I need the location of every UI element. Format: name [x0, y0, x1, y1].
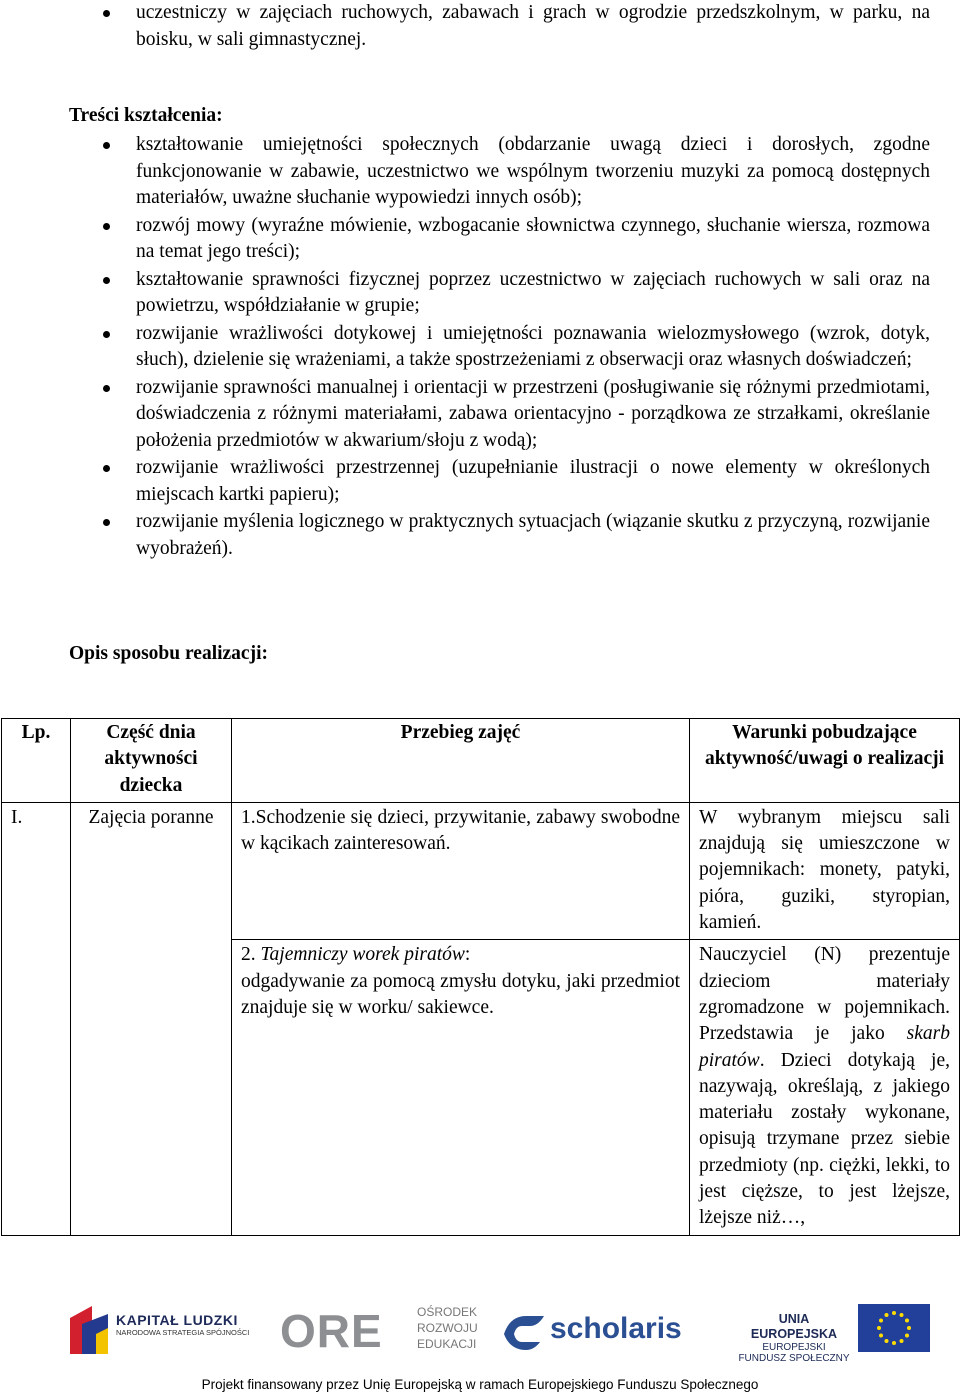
ore-line: ROZWOJU [417, 1321, 478, 1335]
list-item: rozwijanie myślenia logicznego w praktycznych sytuacjach (wiązanie skutku z przyczyną, rozwijanie wyobrażeń). [0, 509, 960, 562]
ue-logo-text [736, 1312, 852, 1364]
header-przebieg: Przebieg zajęć [232, 719, 690, 803]
tresci-list [0, 132, 960, 563]
warunki-text-a: Nauczyciel (N) prezentuje dzieciom materiały zgromadzone w pojemnikach. Przedstawia je jako [699, 944, 950, 1045]
kapital-ludzki-title: KAPITAŁ LUDZKI [116, 1312, 238, 1328]
step-number: 2. [241, 944, 261, 966]
cell-czesc-dnia: Zajęcia poranne [71, 802, 232, 1235]
table-row [2, 802, 960, 939]
ue-line: EUROPEJSKI [762, 1342, 826, 1353]
list-item: kształtowanie sprawności fizycznej poprzez uczestnictwo w zajęciach ruchowych w sali oraz na powietrzu, współdziałanie w grupie; [0, 267, 960, 320]
kapital-ludzki-emblem-icon [68, 1304, 110, 1356]
ore-logo-text [417, 1304, 478, 1352]
funding-note: Projekt finansowany przez Unię Europejską w ramach Europejskiego Funduszu Społecznego [201, 1377, 759, 1392]
warunki-em-skarb: skarb piratów [699, 1023, 950, 1071]
objectives-list-continued [0, 0, 960, 53]
game-title: Tajemniczy worek piratów [260, 944, 465, 966]
eu-flag-icon [858, 1304, 930, 1352]
cell-przebieg-2 [232, 940, 690, 1235]
list-item: kształtowanie umiejętności społecznych (obdarzanie uwagą dzieci i dorosłych, zgodne funkcjonowanie w zabawie, uczestnictwo we wspólnym tworzeniu muzyki za pomocą dostępnych materiałów, uważne słuchanie wypowiedzi innych osób); [0, 132, 960, 212]
ore-logo-mark: ORE [280, 1305, 383, 1357]
cell-lp: I. [2, 802, 71, 1235]
ore-line: OŚRODEK [417, 1305, 478, 1319]
section-heading-tresci: Treści kształcenia: [69, 105, 223, 126]
game-title-colon: : [464, 944, 471, 966]
kapital-ludzki-logo [116, 1312, 249, 1338]
header-lp: Lp. [2, 719, 71, 803]
cell-warunki-1: W wybranym miejscu sali znajdują się umieszczone w pojemnikach: monety, patyki, pióra, guziki, styropian, kamień. [690, 802, 960, 939]
kapital-ludzki-subtitle: NARODOWA STRATEGIA SPÓJNOŚCI [116, 1328, 250, 1337]
footer-logos [0, 1296, 960, 1366]
scholaris-logo: scholaris [550, 1312, 682, 1345]
ue-line: FUNDUSZ SPOŁECZNY [738, 1353, 850, 1364]
list-item: uczestniczy w zajęciach ruchowych, zabawach i grach w ogrodzie przedszkolnym, w parku, na boisku, w sali gimnastycznej. [0, 0, 960, 53]
ue-title: UNIA EUROPEJSKA [750, 1312, 838, 1341]
ore-line: EDUKACJI [417, 1337, 477, 1351]
cell-przebieg-1: 1.Schodzenie się dzieci, przywitanie, zabawy swobodne w kącikach zainteresowań. [232, 802, 690, 939]
list-item: rozwijanie wrażliwości dotykowej i umiejętności poznawania wielozmysłowego (wzrok, dotyk, słuch), dzielenie się wrażeniami, a także spostrzeżeniami z obserwacji oraz własnych doświadczeń; [0, 321, 960, 374]
list-item: rozwój mowy (wyraźne mówienie, wzbogacanie słownictwa czynnego, słuchanie wiersza, rozmowa na temat jego treści); [0, 213, 960, 266]
section-heading-opis: Opis sposobu realizacji: [69, 643, 268, 664]
list-item: rozwijanie wrażliwości przestrzennej (uzupełnianie ilustracji o nowe elementy w określonych miejscach kartki papieru); [0, 455, 960, 508]
warunki-text-b: . Dzieci dotykają je, nazywają, określają, z jakiego materiału zostały wykonane, opisują trzymane przez siebie przedmioty (np. ciężki, lekki, to jest cięższe, to jest lżejsze, lżejsze niż…, [699, 1049, 950, 1229]
table-header-row [2, 719, 960, 803]
cell-warunki-2 [690, 940, 960, 1235]
lesson-plan-table [1, 718, 960, 1236]
step-description: odgadywanie za pomocą zmysłu dotyku, jaki przedmiot znajduje się w worku/ sakiewce. [241, 970, 680, 1018]
list-item: rozwijanie sprawności manualnej i orientacji w przestrzeni (posługiwanie się różnymi przedmiotami, doświadczenia z różnymi materiałami, zabawa orientacyjno - porządkowa ze strzałkami, określanie położenia przedmiotów w akwarium/słoju z wodą); [0, 375, 960, 455]
header-czesc-dnia: Część dnia aktywności dziecka [71, 719, 232, 803]
header-warunki: Warunki pobudzające aktywność/uwagi o realizacji [690, 719, 960, 803]
